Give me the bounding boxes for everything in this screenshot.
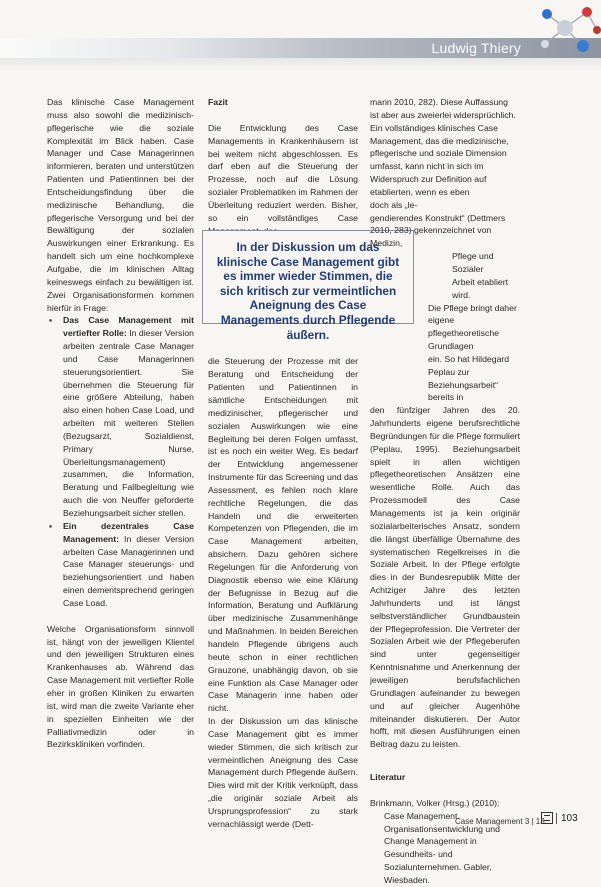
header-fade: [0, 58, 601, 72]
list-item-text: In dieser Version arbeiten zentrale Case Manager und Case Managerinnen steuerungsorientiert. Sie übernehmen die Steuerung für eine größere Abteilung, haben also einen hohen Case Load, und arbeiten mit weiteren Stellen (Bezugsarzt, Sozialdienst, Primary Nurse, Überleitungsmanagement) zusammen, die Information, Beratung und Fallbegleitung wie auch die von Neuffer geforderte Beziehungsarbeit sicher stellen.: [63, 328, 194, 518]
literature-heading: Literatur: [370, 772, 406, 783]
text-column-2: [208, 96, 358, 831]
body-line: Die Pflege bringt daher eigene pflegetheoretische Grundlagen: [428, 302, 517, 352]
section-heading: Fazit: [208, 97, 228, 107]
list-item: [47, 520, 194, 610]
body-paragraph: Die Entwicklung des Case Managements in Krankenhäusern ist bei weitem nicht abgeschlossen. Es darf eben auf die Steuerung der Prozesse, noch auf die Lösung sozialer Problematiken im Rahmen der Überleitung reduziert werden. Bisher, so ein vollständiges Case: [208, 122, 358, 223]
body-line: Pflege und Sozialer: [452, 251, 494, 274]
body-line: Ein vollständiges klinisches Case: [370, 122, 498, 133]
body-line: ist aber aus zweierlei widersprüchlich.: [370, 109, 516, 120]
body-line: gendierendes Konstrukt“ (Dettmers: [370, 212, 506, 223]
body-line: Arbeit etabliert wird.: [452, 276, 509, 300]
list-item-text: In dieser Version arbeiten Case Managerinnen und Case Manager steuerungs- und beziehungsorientiert und haben einen dementsprechend geringen Case Load.: [63, 533, 194, 608]
body-line: 2010, 283) gekennzeichnet von Medizin,: [370, 225, 492, 249]
body-line: ein. So hat Hildegard: [428, 353, 510, 364]
body-line: Widerspruch zur Definition auf etablierten, wenn es eben doch als „le-: [370, 174, 487, 210]
molecule-logo-icon: [527, 0, 601, 62]
list-item-heading: Ein dezentrales Case Management:: [63, 520, 194, 544]
body-paragraph: die Steuerung der Prozesse mit der Beratung und Entscheidung der Patienten und Patientinnen in sämtliche Entscheidungen mit medizinischer, pflegerischer und sozialen Auswirkungen wie eine Begleitung bei deren Folgen umfasst, ist es noch ein weiter Weg. Es bedarf der Entwicklung angemessener Instrumente für das Screening und das Assessment, es fehlen noch klare rechtliche Regelungen, die das Handeln und die erweiterten Kompetenzen von Pflegenden, die im Case Management arbeiten, absichern. Dazu gehören sichere Regelungen für die Anforderung von Diagnostik ebenso wie eine Klärung der Befugnisse in Bezug auf die Information, Beratung und Aufklärung über medizinische Zusammenhänge und Maßnahmen. In beiden Bereichen handeln Pflegende übrigens auch heute schon in einer rechtlichen Grauzone, unabhängig davon, ob sie eine Funktion als Case Manager oder Case Managerin inne haben oder nicht.: [208, 356, 358, 714]
body-line: umfasst, kann nicht in sich im: [370, 161, 484, 172]
literature-entry: Brinkmann, Volker (Hrsg.) (2010): Case Management. Organisationsentwicklung und Change Management in Gesundheits- und Sozialunternehmen. Gabler, Wiesbaden.: [370, 797, 500, 885]
author-name: Ludwig Thiery: [431, 40, 521, 56]
body-line: Management, das die medizinische,: [370, 135, 509, 146]
magazine-issue: Case Management 3 | 13: [455, 817, 545, 826]
pull-quote-text: In der Diskussion um das klinische Case Management gibt es immer wieder Stimmen, die sich kritisch zur vermeintlichen Aneignung des Case Managements durch Pflegende äußern.: [216, 240, 400, 342]
body-line: pflegerische und soziale Dimension: [370, 148, 507, 159]
body-paragraph: In der Diskussion um das klinische Case Management gibt es immer wieder Stimmen, die sich kritisch zur vermeintlichen Aneignung des Case Management durch Pflegende äußern. Dies wird mit der Kritik verknüpft, dass „die originär soziale Arbeit als Ursprungsprofession“ zu stark vernachlässigt werde (Dett-: [208, 716, 358, 829]
body-line: Peplau zur Beziehungsarbeit“ bereits in: [428, 366, 499, 403]
body-line: mann 2010, 282). Diese Auffassung: [370, 97, 508, 107]
list-item-heading: Das Case Management mit vertiefter Rolle:: [63, 315, 194, 339]
text-column-3: [370, 96, 520, 887]
text-column-1: [47, 96, 194, 751]
magazine-icon: [541, 812, 553, 824]
list-item: [47, 314, 194, 520]
body-paragraph: Das klinische Case Management muss also sowohl die medizinisch-pflegerische wie die soziale Komplexität im Blick haben. Case Manager und Case Managerinnen informieren, beraten und unterstützen Patienten und Patientinnen bei der Entscheidungsfindung über die medizinische Behandlung, die pflegerische Versorgung und bei der Bewältigung der sozialen Auswirkungen einer Erkrankung. Es handelt sich um eine hochkomplexe Aufgabe, die im klinischen Alltag keineswegs einfach zu bewältigen ist. Zwei Organisationsformen kommen hierfür in Frage:: [47, 97, 194, 313]
body-paragraph: Welche Organisationsform sinnvoll ist, hängt von der jeweiligen Klientel und den jeweiligen Strukturen eines Krankenhauses ab. Während das Case Management mit vertiefter Rolle eher in großen Kliniken zu erwarten ist, wird man die zweite Variante eher in speziellen Einheiten wie der Palliativmedizin oder in Bezirkskliniken vorfinden.: [47, 623, 194, 750]
page-number: 103: [556, 813, 578, 824]
body-paragraph: den fünfziger Jahren des 20. Jahrhunderts eigene berufsrechtliche Begründungen für die Pflege formuliert (Peplau, 1995). Beziehungsarbeit spielt in allen wichtigen pflegetheoretischen Ansätzen eine wesentliche Rolle. Auch das Prozessmodell des Case Managements ist ja kein originär sozialarbeiterisches Ansatz, sondern die längst überfällige Übernahme des systematischen Regelkreises in die Soziale Arbeit. In der Pflege erfolgte dies in der Bundesrepublik Mitte der Achtziger Jahre des letzten Jahrhunderts und ist längst selbstverständlicher Grundbaustein der Pflegeprofession. Die Vertreter der Sozialen Arbeit wie der Pflegeberufen sind unter gegenseitiger Kenntnisnahme und Anerkennung der jeweiligen berufsfachlichen Grundlagen aufeinander zu bewegen und auf gleicher Augenhöhe miteinander diskutieren. Der Autor hofft, mit diesen Ausführungen einen Beitrag dazu zu leisten.: [370, 405, 520, 750]
organisation-forms-list: [47, 314, 194, 609]
